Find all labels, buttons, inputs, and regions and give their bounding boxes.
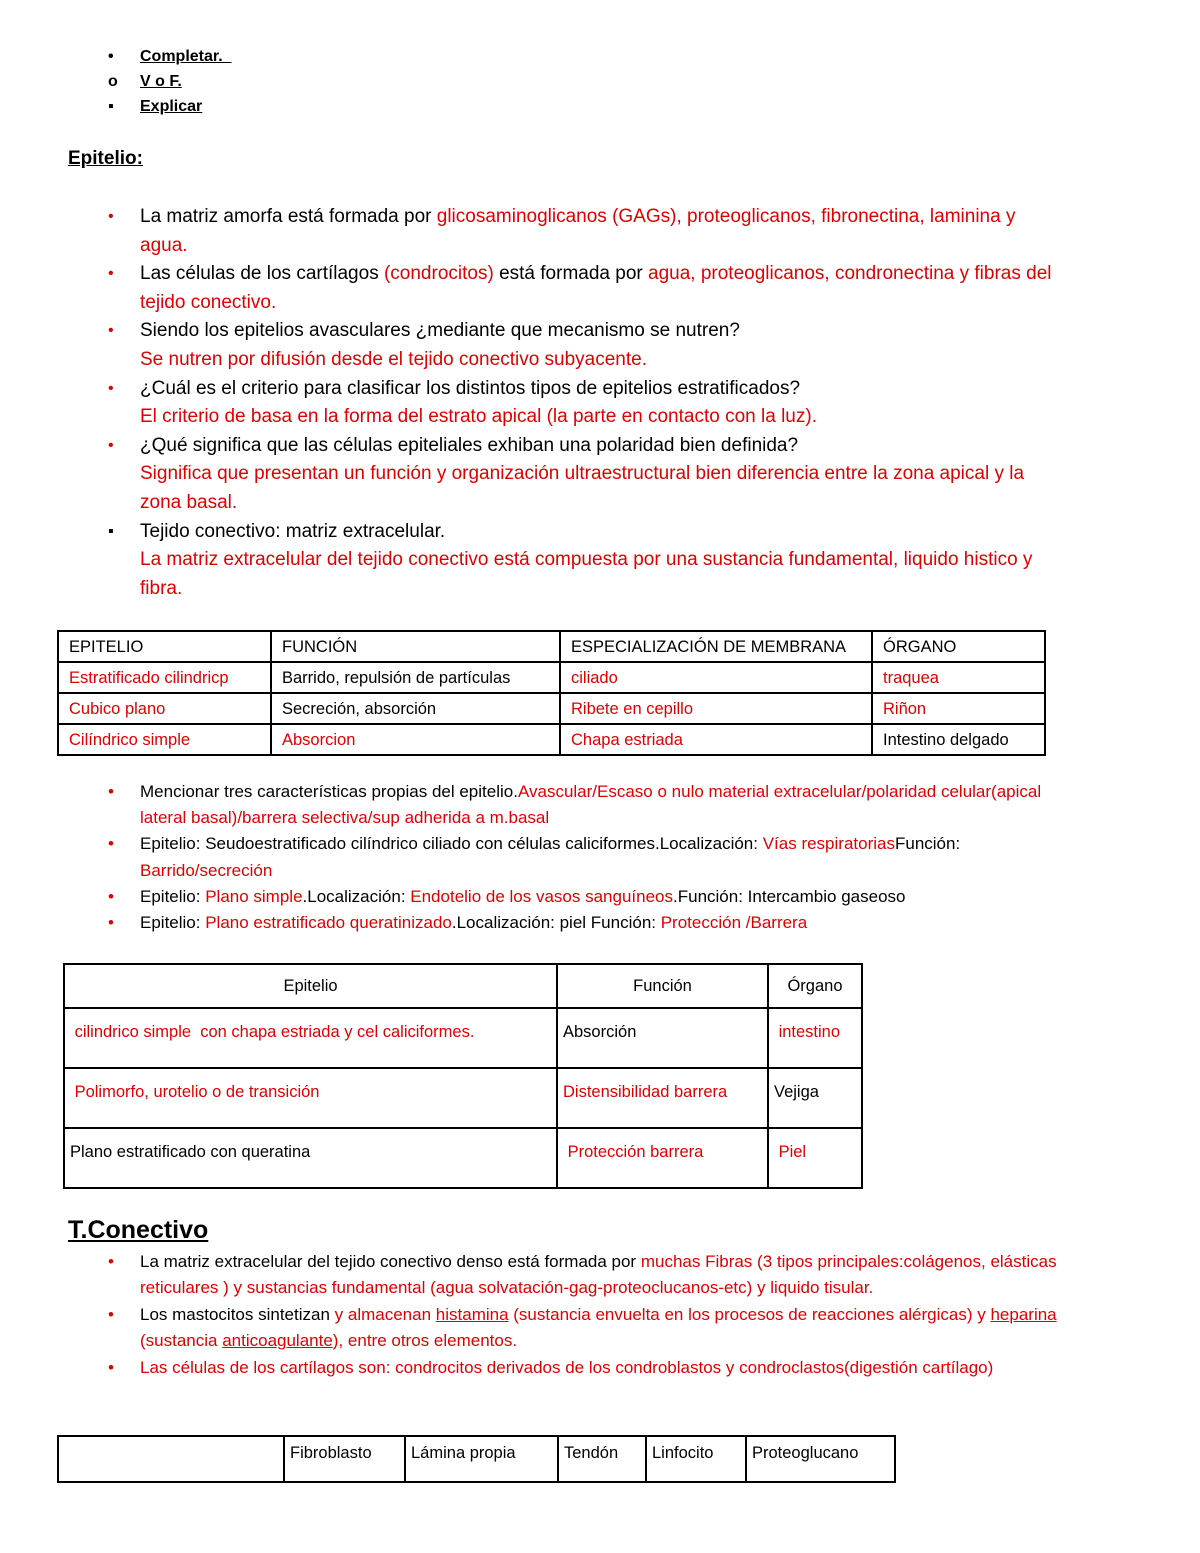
header-cell: Tendón [558,1436,646,1482]
list-item [108,779,1068,831]
legend-label: Explicar [140,97,203,115]
question-text: está formada por [493,263,648,285]
table-row [64,1068,862,1128]
header-cell: ÓRGANO [872,631,1045,662]
bullet-icon: • [108,913,114,933]
table-cell: Cilíndrico simple [58,724,271,755]
answer-text: (sustancia envuelta en los procesos de reacciones alérgicas) y [508,1304,991,1324]
table-header-row [58,1436,895,1482]
legend-item-completar [108,44,232,69]
question-text: Tejido conectivo: matriz extracelular. [140,520,446,542]
note-text: Los mastocitos sintetizan [140,1304,335,1324]
answer-text: Endotelio de los vasos sanguíneos [410,886,674,906]
answer-text: y almacenan [334,1304,436,1324]
header-cell: Linfocito [646,1436,746,1482]
legend-item-vof [108,69,232,94]
list-item [108,375,1068,432]
answer-text: Protección /Barrera [660,913,808,933]
list-item [108,1249,1068,1302]
answer-text: Avascular/Escaso o nulo material extracelular/polaridad celular(apical lateral basal)/barrera selectiva/sup adherida a m.basal [140,782,1042,828]
note-text: .Función: Intercambio gaseoso [673,886,906,906]
answer-text: agua, proteoglicanos, condronectina y fibras del tejido conectivo. [140,263,1052,313]
legend-label: Completar. [140,47,232,65]
bullet-icon: • [108,782,114,801]
table-cell: Polimorfo, urotelio o de transición [64,1068,557,1128]
epitelio-notes-list [108,779,1068,936]
answer-text: anticoagulante [222,1331,333,1351]
question-text: ¿Cuál es el criterio para clasificar los distintos tipos de epitelios estratificados? [140,377,801,399]
list-item [108,432,1068,518]
list-item [108,831,1068,883]
note-text: Epitelio: Seudoestratificado cilíndrico ciliado con células caliciformes.Localización: [140,834,763,854]
bullet-icon: • [108,436,114,454]
note-text: Epitelio: [140,913,206,933]
answer-text: Plano estratificado queratinizado [205,913,452,933]
bullet-icon: • [108,322,114,340]
header-cell: Epitelio [64,964,557,1008]
note-text: Epitelio: [140,886,206,906]
table-cell: ciliado [560,662,872,693]
header-cell: Órgano [768,964,862,1008]
answer-text: Vías respiratorias [762,834,895,854]
table-cell: Ribete en cepillo [560,693,872,724]
question-text: Las células de los cartílagos [140,263,384,285]
bullet-icon: • [108,379,114,397]
bullet-icon: • [108,1357,114,1377]
header-cell [58,1436,284,1482]
epitelio-table [57,630,1046,756]
header-cell: FUNCIÓN [271,631,560,662]
question-text: La matriz amorfa está formada por [140,206,437,227]
epitelio-question-list [108,203,1068,603]
table-cell: Barrido, repulsión de partículas [271,662,560,693]
question-text: Siendo los epitelios avasculares ¿mediante que mecanismo se nutren? [140,320,740,342]
answer-text: Significa que presentan un función y organización ultraestructural bien diferencia entre la zona apical y la zona basal. [140,463,1025,513]
header-cell: Fibroblasto [284,1436,405,1482]
legend-item-explicar [108,94,232,119]
table-cell: Riñon [872,693,1045,724]
answer-text: La matriz extracelular del tejido conectivo está compuesta por una sustancia fundamental, liquido histico y fibra. [140,549,1033,599]
bullet-icon: • [108,265,114,283]
table-row [64,1128,862,1188]
bullet-icon: • [108,208,114,225]
bullet-icon: • [108,1252,114,1271]
note-text: Función: [894,834,961,854]
question-text: ¿Qué significa que las células epiteliales exhiban una polaridad bien definida? [140,434,799,456]
answer-text: Barrido/secreción [140,860,273,880]
table-cell: Distensibilidad barrera [557,1068,768,1128]
list-item [108,1302,1068,1355]
table-cell: Absorción [557,1008,768,1068]
legend-label: V o F. [140,72,182,90]
list-item [108,1355,1068,1381]
table-cell: Cubico plano [58,693,271,724]
answer-text: histamina [435,1304,509,1324]
table-cell: Absorcion [271,724,560,755]
answer-text: (sustancia [140,1331,223,1351]
table-cell: Vejiga [768,1068,862,1128]
table-cell: traquea [872,662,1045,693]
list-item [108,317,1068,374]
bullet-icon: • [108,47,114,65]
note-text: .Localización: piel Función: [451,913,661,933]
note-text: .Localización: [302,886,411,906]
answer-text: Las células de los cartílagos son: condrocitos derivados de los condroblastos y condroclastos(digestión cartílago) [140,1357,994,1377]
legend [108,44,232,119]
answer-text: heparina [990,1304,1057,1324]
square-bullet-icon: ▪ [108,522,114,540]
list-item [108,910,1068,936]
list-item [108,518,1068,604]
header-cell: EPITELIO [58,631,271,662]
answer-text: El criterio de basa en la forma del estrato apical (la parte en contacto con la luz). [140,406,817,428]
circle-bullet-icon: o [108,72,118,90]
table-row [58,693,1045,724]
section-heading-epitelio: Epitelio: [68,148,143,169]
note-text: Mencionar tres características propias del epitelio. [140,782,518,801]
note-text: La matriz extracelular del tejido conectivo denso está formada por [140,1252,641,1271]
table-cell: Chapa estriada [560,724,872,755]
bullet-icon: • [108,886,114,906]
table-cell: Plano estratificado con queratina [64,1128,557,1188]
conectivo-table [57,1435,896,1483]
table-cell: Protección barrera [557,1128,768,1188]
list-item [108,884,1068,910]
table-cell: Estratificado cilindricp [58,662,271,693]
answer-text: glicosaminoglicanos (GAGs), proteoglicanos, fibronectina, laminina y agua. [140,206,1016,256]
table-cell: cilindrico simple con chapa estriada y cel caliciformes. [64,1008,557,1068]
header-cell: Lámina propia [405,1436,558,1482]
answer-text: muchas Fibras (3 tipos principales:colágenos, elásticas reticulares ) y sustancias fundamental (agua solvatación-gag-proteoclucanos-etc) y liquido tisular. [140,1252,1057,1298]
table-header-row [64,964,862,1008]
list-item [108,260,1068,317]
bullet-icon: • [108,1304,114,1324]
header-cell: Función [557,964,768,1008]
header-cell: ESPECIALIZACIÓN DE MEMBRANA [560,631,872,662]
table-cell: Intestino delgado [872,724,1045,755]
header-cell: Proteoglucano [746,1436,895,1482]
conectivo-notes-list [108,1249,1068,1381]
list-item [108,203,1068,260]
table-cell: Secreción, absorción [271,693,560,724]
table-row [58,724,1045,755]
answer-text: Plano simple [205,886,303,906]
table-cell: Piel [768,1128,862,1188]
table-cell: intestino [768,1008,862,1068]
table-row [64,1008,862,1068]
answer-text: Se nutren por difusión desde el tejido conectivo subyacente. [140,348,647,370]
answer-text: (condrocitos) [383,263,494,285]
square-bullet-icon: ▪ [108,97,114,115]
section-heading-conectivo: T.Conectivo [68,1216,209,1244]
bullet-icon: • [108,834,114,854]
epitelio-organo-table [63,963,863,1189]
table-row [58,662,1045,693]
answer-text: ), entre otros elementos. [332,1331,518,1351]
table-header-row [58,631,1045,662]
